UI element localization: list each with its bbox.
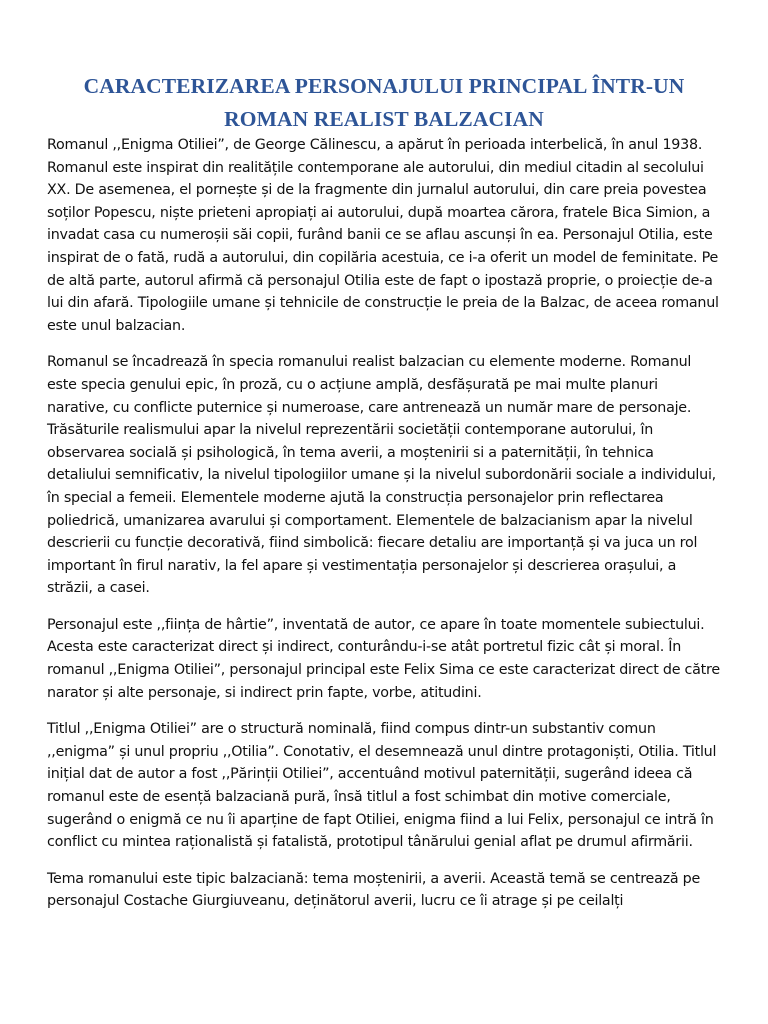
paragraph-theme: Tema romanului este tipic balzaciană: tema moștenirii, a averii. Această temă se centrează pe personajul Costache Giurgiuveanu, deținătorul averii, lucru ce îi atrage și pe ceilalți xyxy=(47,870,701,910)
paragraph-intro: Romanul ,,Enigma Otiliei”, de George Călinescu, a apărut în perioada interbelică, în anul 1938. Romanul este inspirat din realitățile contemporane ale autorului, din mediul citadin al secolului XX. De asemenea, el pornește și de la fragmente din jurnalul autorului, din care preia povestea soților Popescu, niște prieteni apropiați ai autorului, după moartea cărora, fratele Bica Simion, a invadat casa cu numeroșii săi copii, furând banii ce se aflau ascunși în ea. Personajul Otilia, este inspirat de o fată, rudă a autorului, din copilăria acestuia, ce i-a oferit un model de feminitate. Pe de altă parte, autorul afirmă că personajul Otilia este de fapt o ipostază proprie, o proiecție de-a lui din afară. Tipologiile umane și tehnicile de construcție le preia de la Balzac, de aceea romanul este unul balzacian. xyxy=(47,137,719,334)
document-title xyxy=(40,70,728,136)
title-line-2: ROMAN REALIST BALZACIAN xyxy=(224,107,544,131)
document-body xyxy=(47,134,721,927)
paragraph-species: Romanul se încadrează în specia romanului realist balzacian cu elemente moderne. Romanul este specia genului epic, în proză, cu o acțiune amplă, desfășurată pe mai multe planuri narative, cu conflicte puternice și numeroase, care antrenează un număr mare de personaje. Trăsăturile realismului apar la nivelul reprezentării societății contemporane autorului, în observarea socială și psihologică, în tema averii, a moștenirii si a paternității, în tehnica detaliului semnificativ, la nivelul tipologiilor umane și la nivelul subordonării sociale a individului, în special a femeii. Elementele moderne ajută la construcția personajelor prin reflectarea poliedrică, umanizarea avarului și comportament. Elementele de balzacianism apar la nivelul descrierii cu funcție decorativă, fiind simbolică: fiecare detaliu are importanță și va juca un rol important în firul narativ, la fel apare și vestimentația personajelor și descrierea orașului, a străzii, a casei. xyxy=(47,354,716,597)
paragraph-title-analysis: Titlul ,,Enigma Otiliei” are o structură nominală, fiind compus dintr-un substantiv comun ,,enigma” și unul propriu ,,Otilia”. Conotativ, el desemnează unul dintre protagoniști, Otilia. Titlul inițial dat de autor a fost ,,Părinții Otiliei”, accentuând motivul paternității, sugerând ideea că romanul este de esență balzaciană pură, însă titlul a fost schimbat din motive comerciale, sugerând o enigmă ce nu îi aparține de fapt Otiliei, enigma fiind a lui Felix, personajul ce intră în conflict cu mintea raționalistă și fatalistă, prototipul tânărului genial aflat pe drumul afirmării. xyxy=(47,721,717,851)
paragraph-character: Personajul este ,,ființa de hârtie”, inventată de autor, ce apare în toate momentele subiectului. Acesta este caracterizat direct și indirect, conturându-i-se atât portretul fizic cât și moral. În romanul ,,Enigma Otiliei”, personajul principal este Felix Sima ce este caracterizat direct de către narator și alte personaje, si indirect prin fapte, vorbe, atitudini. xyxy=(47,616,720,701)
title-line-1: CARACTERIZAREA PERSONAJULUI PRINCIPAL ÎNTR-UN xyxy=(83,74,685,98)
